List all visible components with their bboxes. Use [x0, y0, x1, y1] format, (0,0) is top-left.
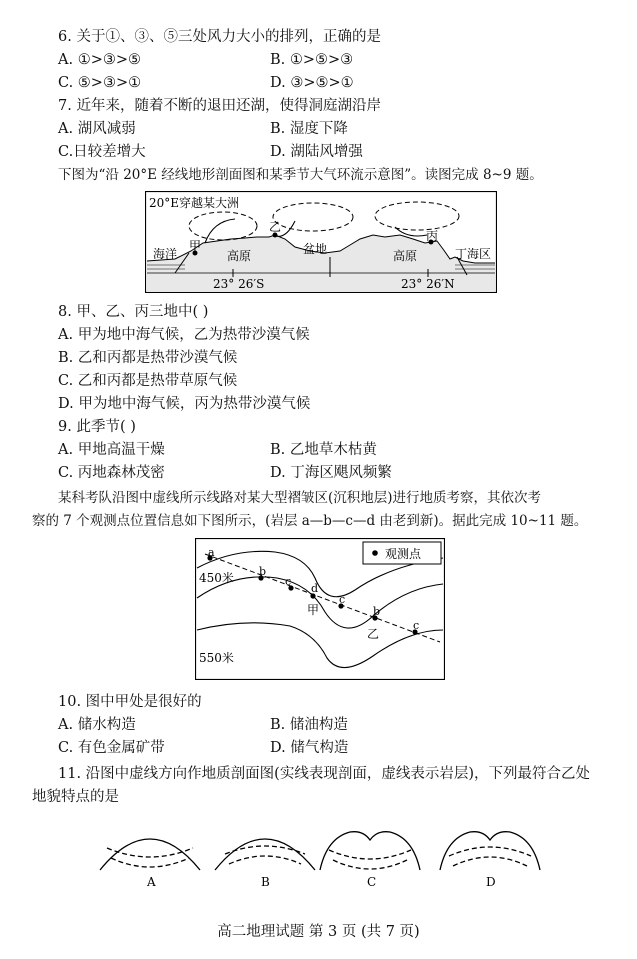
q6-option-b: B. ①>⑤>③: [270, 52, 354, 68]
lat-north-label: 23° 26′N: [401, 277, 455, 291]
point-label-1: a: [208, 546, 215, 559]
section-label-a: A: [147, 875, 156, 889]
point-label-6: b: [373, 605, 381, 618]
q9-option-a: A. 甲地高温干燥: [58, 442, 165, 458]
q8-option-b: B. 乙和丙都是热带沙漠气候: [58, 350, 238, 366]
plateau-left-label: 高原: [227, 249, 252, 263]
point-label-3: c: [285, 575, 292, 588]
q9-option-d: D. 丁海区飓风频繁: [270, 465, 392, 481]
plateau-right-label: 高原: [393, 249, 418, 263]
section-label-c: C: [367, 875, 377, 889]
section-label-d: D: [486, 875, 496, 889]
q9-stem: 9. 此季节( ): [58, 419, 136, 435]
q7-option-d: D. 湖陆风增强: [270, 144, 363, 160]
q7-option-c: C.日较差增大: [58, 144, 146, 160]
yi-point-label: 乙: [367, 627, 380, 641]
basin-label: 盆地: [303, 242, 328, 256]
q10-stem: 10. 图中甲处是很好的: [58, 694, 202, 710]
lat-south-label: 23° 26′S: [213, 277, 265, 291]
q9-option-c: C. 丙地森林茂密: [58, 465, 165, 481]
figure-title: 20°E穿越某大洲: [149, 196, 240, 210]
q6-option-d: D. ③>⑤>①: [270, 75, 354, 91]
point-label-7: c: [413, 619, 420, 632]
q11-stem-line2: 地貌特点的是: [32, 789, 119, 805]
section-label-b: B: [261, 875, 270, 889]
q10-option-b: B. 储油构造: [270, 717, 348, 733]
point-label-5: c: [339, 593, 346, 606]
q8-option-a: A. 甲为地中海气候，乙为热带沙漠气候: [58, 327, 310, 343]
contour-550-label: 550米: [199, 651, 234, 665]
intro-10-11-line1: 某科考队沿图中虚线所示线路对某大型褶皱区(沉积地层)进行地质考察，其依次考: [58, 490, 542, 506]
q10-option-c: C. 有色金属矿带: [58, 740, 165, 756]
jia-point-label: 甲: [307, 603, 320, 617]
q7-stem: 7. 近年来，随着不断的退田还湖，使得洞庭湖沿岸: [58, 98, 381, 114]
terrain-profile-figure: [145, 191, 497, 293]
q6-option-c: C. ⑤>③>①: [58, 75, 142, 91]
q7-option-b: B. 湿度下降: [270, 121, 348, 137]
intro-8-9: 下图为“沿 20°E 经线地形剖面图和某季节大气环流示意图”。读图完成 8~9 题。: [58, 167, 543, 183]
q11-stem-line1: 11. 沿图中虚线方向作地质剖面图(实线表现剖面，虚线表示岩层)，下列最符合乙处: [58, 766, 590, 782]
page-footer: 高二地理试题 第 3 页 (共 7 页): [217, 924, 420, 940]
q6-stem: 6. 关于①、③、⑤三处风力大小的排列，正确的是: [58, 29, 381, 45]
fold-contour-figure: [195, 538, 445, 680]
intro-10-11-line2: 察的 7 个观测点位置信息如下图所示，(岩层 a—b—c—d 由老到新)。据此完成 10~11 题。: [32, 513, 588, 529]
q7-option-a: A. 湖风减弱: [58, 121, 136, 137]
q9-option-b: B. 乙地草木枯黄: [270, 442, 377, 458]
q10-option-d: D. 储气构造: [270, 740, 349, 756]
ocean-label: 海洋: [153, 247, 178, 261]
bing-label: 丙: [426, 229, 439, 243]
q8-option-c: C. 乙和丙都是热带草原气候: [58, 373, 238, 389]
contour-450-label: 450米: [199, 571, 234, 585]
q8-stem: 8. 甲、乙、丙三地中( ): [58, 304, 209, 320]
q10-option-a: A. 储水构造: [58, 717, 136, 733]
point-label-2: b: [259, 565, 267, 578]
jia-label: 甲: [189, 239, 202, 253]
q8-option-d: D. 甲为地中海气候，丙为热带沙漠气候: [58, 396, 311, 412]
legend-label: 观测点: [385, 547, 422, 561]
yi-label: 乙: [269, 220, 282, 234]
section-options-figure: [95, 818, 555, 890]
legend-dot-icon: [372, 550, 378, 556]
ding-label: 丁海区: [455, 247, 492, 261]
point-label-4: d: [311, 582, 319, 595]
q6-option-a: A. ①>③>⑤: [58, 52, 141, 68]
